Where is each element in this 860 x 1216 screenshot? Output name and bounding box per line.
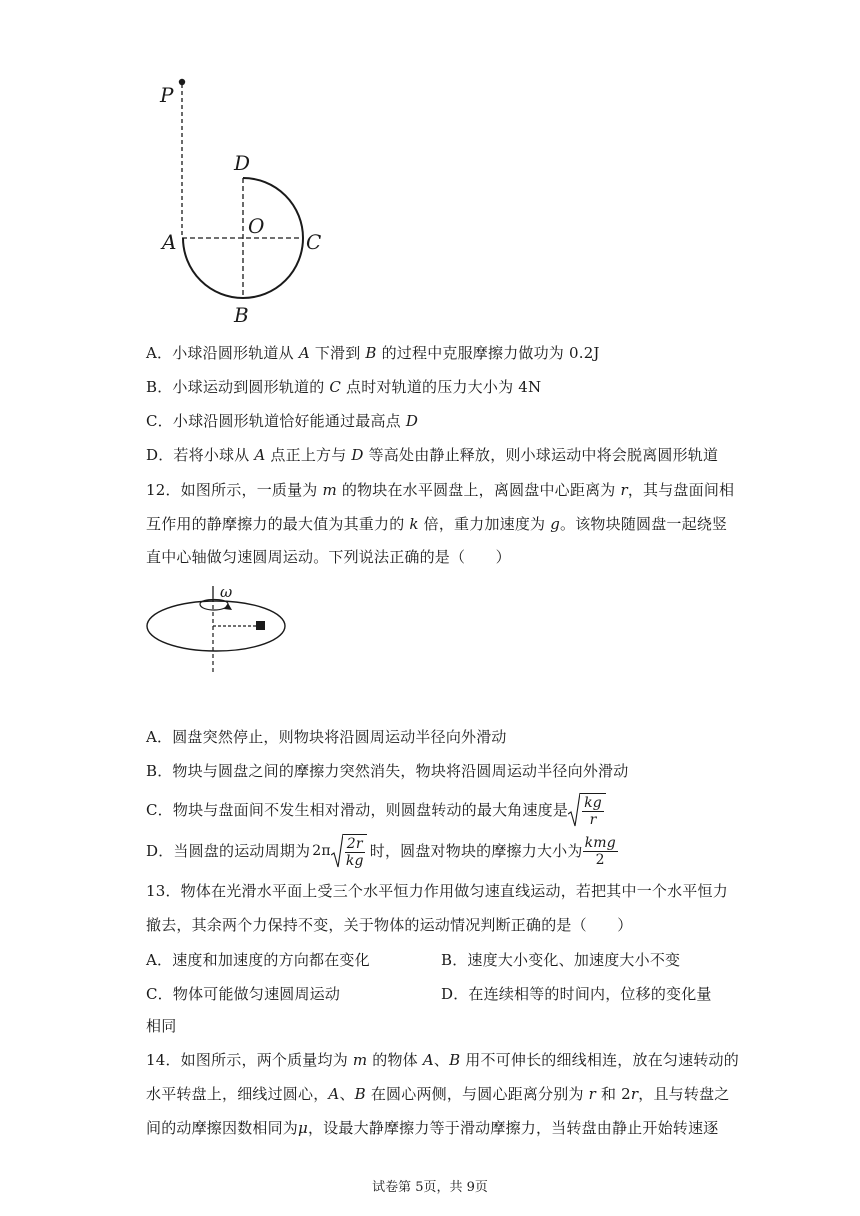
q13-option-b: B．速度大小变化、加速度大小不变 [441, 951, 681, 969]
friction-fraction: $\frac{\text{kmg}}{2}$ [584, 834, 616, 868]
q12-stem-line-3: 直中心轴做匀速圆周运动。下列说法正确的是（ ） [146, 548, 511, 566]
label-o: O [248, 214, 265, 238]
sqrt-expression: $\frac{kg}{r}$ [568, 792, 606, 828]
q11-option-d: D．若将小球从 A 点正上方与 D 等高处由静止释放，则小球运动中将会脱离圆形轨道 [146, 446, 719, 464]
q12-option-d: D．当圆盘的运动周期为 2π $\frac{2r}{kg}$ 时，圆盘对物块的摩擦力大小为 $\frac{\text{kmg}}{2}$ [146, 834, 616, 869]
q13-option-c: C．物体可能做匀速圆周运动 [146, 985, 341, 1003]
q12-option-b: B．物块与圆盘之间的摩擦力突然消失，物块将沿圆周运动半径向外滑动 [146, 762, 629, 780]
page-footer: 试卷第 5页，共 9页 [372, 1180, 488, 1195]
label-a: A [162, 230, 177, 254]
q14-stem-line-3: 间的动摩擦因数相同为μ，设最大静摩擦力等于滑动摩擦力，当转盘由静止开始转速逐 [146, 1119, 719, 1137]
q11-option-c: C．小球沿圆形轨道恰好能通过最高点 D [146, 412, 419, 430]
q13-option-a: A．速度和加速度的方向都在变化 [146, 951, 370, 969]
label-b: B [234, 303, 249, 327]
q12-stem-line-2: 互作用的静摩擦力的最大值为其重力的 k 倍，重力加速度为 g。该物块随圆盘一起绕竖 [146, 515, 728, 533]
rotating-disc-diagram [144, 584, 294, 674]
omega-label: ω [220, 584, 233, 601]
label-d: D [234, 151, 251, 175]
q13-option-d-continued: 相同 [146, 1017, 177, 1035]
q14-stem-line-1: 14．如图所示，两个质量均为 m 的物体 A、B 用不可伸长的细线相连，放在匀速转动的 [146, 1051, 739, 1069]
q12-stem-line-1: 12．如图所示，一质量为 m 的物块在水平圆盘上，离圆盘中心距离为 r，其与盘面间相 [146, 481, 735, 499]
q11-option-b: B．小球运动到圆形轨道的 C 点时对轨道的压力大小为 4N [146, 378, 542, 396]
point-p [179, 79, 185, 85]
q13-option-d: D．在连续相等的时间内，位移的变化量 [441, 985, 712, 1003]
block [256, 621, 265, 630]
sqrt-expression-period: $\frac{2r}{kg}$ [331, 833, 367, 869]
track-diagram [150, 70, 350, 330]
q12-option-c: C．物块与盘面间不发生相对滑动，则圆盘转动的最大角速度是 $\frac{kg}{r}$ [146, 790, 606, 830]
q13-stem-line-1: 13．物体在光滑水平面上受三个水平恒力作用做匀速直线运动，若把其中一个水平恒力 [146, 882, 728, 900]
label-p: P [160, 83, 174, 107]
q11-option-a: A．小球沿圆形轨道从 A 下滑到 B 的过程中克服摩擦力做功为 0.2J [146, 344, 600, 362]
label-c: C [306, 230, 322, 254]
q12-option-a: A．圆盘突然停止，则物块将沿圆周运动半径向外滑动 [146, 728, 507, 746]
arrowhead-icon [224, 603, 232, 610]
q13-stem-line-2: 撤去，其余两个力保持不变，关于物体的运动情况判断正确的是（ ） [146, 916, 633, 934]
q14-stem-line-2: 水平转盘上，细线过圆心，A、B 在圆心两侧，与圆心距离分别为 r 和 2r，且与转盘之 [146, 1085, 730, 1103]
